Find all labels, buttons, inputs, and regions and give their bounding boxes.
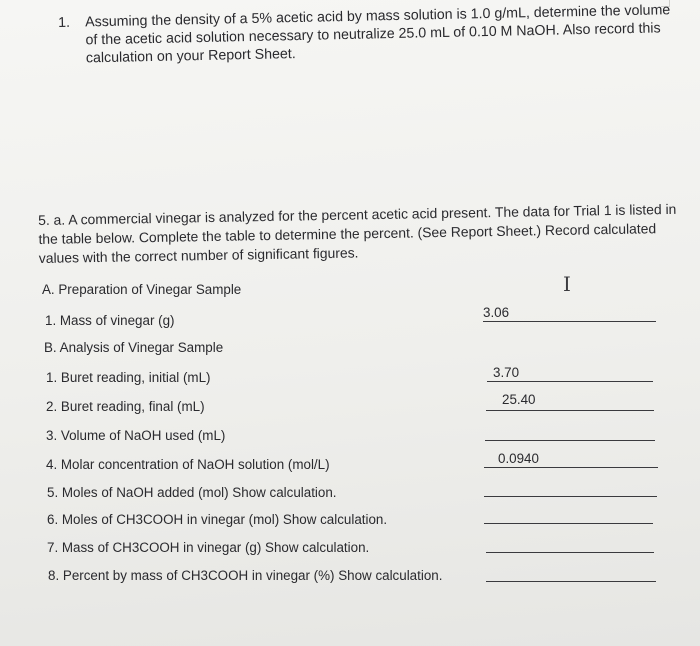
answer-buret-initial: 3.70: [493, 365, 520, 380]
answer-line-percent-acetic-acid: [486, 564, 656, 582]
question-1: [58, 1, 679, 68]
section-b-heading: B. Analysis of Vinegar Sample: [44, 340, 224, 355]
answer-line-mass-vinegar: [483, 304, 656, 322]
answer-mass-vinegar: 3.06: [483, 305, 510, 320]
answer-line-volume-naoh: [485, 423, 655, 441]
row-label-buret-final: 2. Buret reading, final (mL): [46, 399, 205, 414]
row-label-volume-naoh: 3. Volume of NaOH used (mL): [46, 428, 226, 443]
row-label-mass-vinegar: 1. Mass of vinegar (g): [45, 313, 175, 328]
row-label-percent-acetic-acid: 8. Percent by mass of CH3COOH in vinegar (%) Show calculation.: [48, 568, 443, 583]
answer-line-buret-final: [486, 393, 654, 411]
row-label-moles-acetic-acid: 6. Moles of CH3COOH in vinegar (mol) Show calculation.: [47, 512, 388, 527]
answer-line-moles-naoh: [484, 479, 657, 497]
question-1-text: Assuming the density of a 5% acetic acid by mass solution is 1.0 g/mL, determine the volume of the acetic acid solution necessary to neutralize 25.0 mL of 0.10 M NaOH. Also record this calculation on your Report Sheet.: [85, 2, 671, 67]
section-a-heading: A. Preparation of Vinegar Sample: [42, 282, 242, 297]
row-label-buret-initial: 1. Buret reading, initial (mL): [46, 370, 211, 385]
row-label-moles-naoh: 5. Moles of NaOH added (mol) Show calculation.: [47, 485, 337, 500]
row-label-naoh-concentration: 4. Molar concentration of NaOH solution (mol/L): [46, 457, 330, 472]
row-label-mass-acetic-acid: 7. Mass of CH3COOH in vinegar (g) Show calculation.: [47, 540, 370, 555]
answer-buret-final: 25.40: [502, 392, 536, 407]
text-cursor-icon: I: [563, 272, 571, 296]
question-1-number: 1.: [58, 14, 71, 31]
answer-line-mass-acetic-acid: [486, 535, 654, 553]
answer-line-naoh-concentration: [484, 450, 658, 468]
answer-line-moles-acetic-acid: [484, 506, 653, 524]
answer-naoh-concentration: 0.0940: [498, 451, 539, 466]
question-5-text: 5. a. A commercial vinegar is analyzed for the percent acetic acid present. The data for Trial 1 is listed in the table below. Complete the table to determine the percent. (See Report Sheet.) Record calculated values with the correct number of significant figures.: [38, 200, 677, 266]
answer-line-buret-initial: [487, 364, 653, 382]
